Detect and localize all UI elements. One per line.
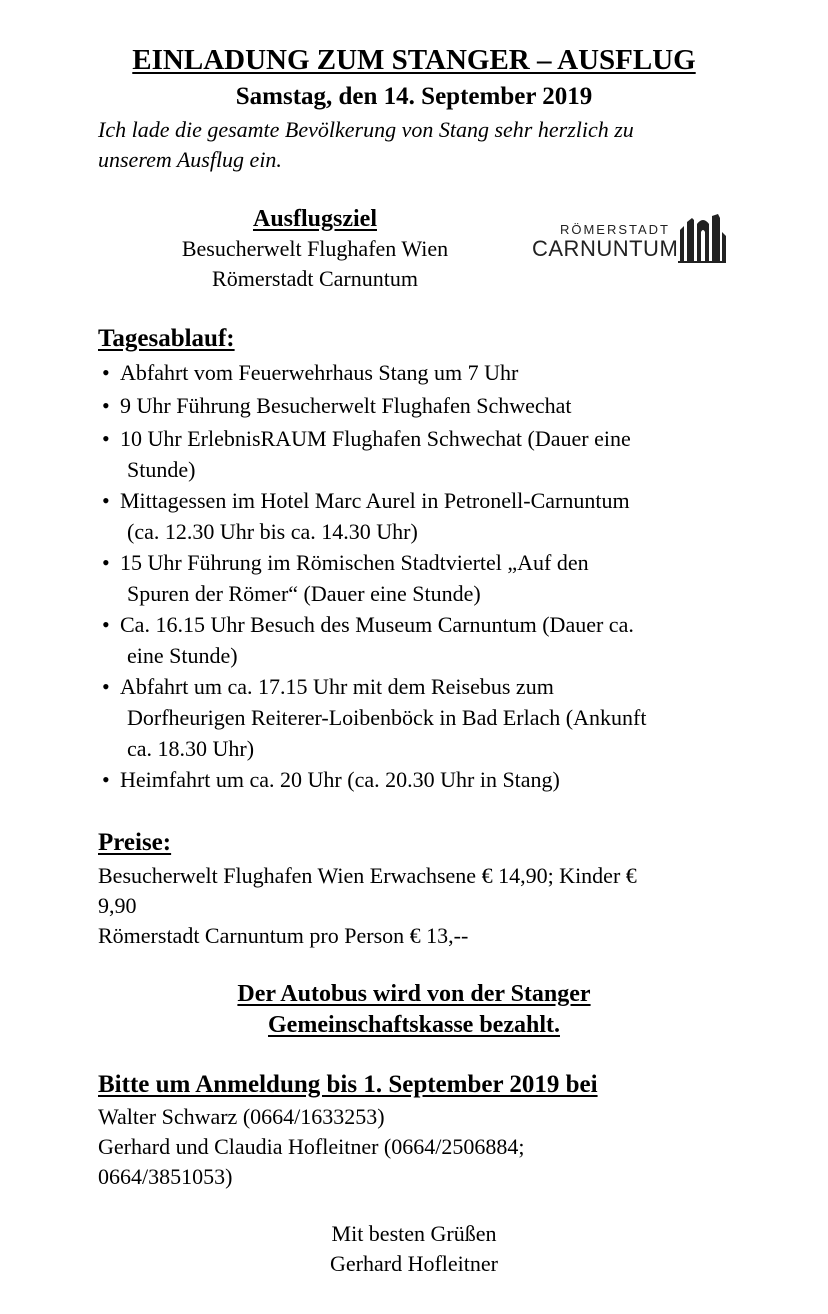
bullet: • <box>102 612 110 637</box>
contact-line: Gerhard und Claudia Hofleitner (0664/2506884; <box>98 1134 525 1159</box>
bullet: • <box>102 426 110 451</box>
schedule-item-text: Ca. 16.15 Uhr Besuch des Museum Carnuntum (Dauer ca. <box>120 612 634 637</box>
contacts-block <box>98 1102 738 1192</box>
logo-big-text: CARNUNTUM <box>532 236 679 261</box>
schedule-item <box>98 357 738 388</box>
destination-block <box>130 204 500 294</box>
bullet: • <box>102 488 110 513</box>
bus-note <box>0 979 828 1041</box>
schedule-item <box>98 671 738 764</box>
schedule-item-text: 9 Uhr Führung Besucherwelt Flughafen Schwechat <box>120 393 572 418</box>
schedule-item <box>98 547 738 609</box>
schedule-item-text: 10 Uhr ErlebnisRAUM Flughafen Schwechat (Dauer eine <box>120 426 631 451</box>
schedule-item-text: Mittagessen im Hotel Marc Aurel in Petronell-Carnuntum <box>120 488 630 513</box>
schedule-item <box>98 423 738 485</box>
page-title: EINLADUNG ZUM STANGER – AUSFLUG <box>132 44 696 76</box>
logo-small-text: RÖMERSTADT <box>559 222 670 237</box>
destination-line: Römerstadt Carnuntum <box>212 266 418 291</box>
signature: Gerhard Hofleitner <box>330 1251 498 1276</box>
schedule-item <box>98 390 738 421</box>
roman-ruin-icon <box>676 212 728 264</box>
schedule-item-continuation: Dorfheurigen Reiterer-Loibenböck in Bad Erlach (Ankunft <box>127 705 647 730</box>
closing-block <box>0 1219 828 1279</box>
schedule-item-text: Abfahrt um ca. 17.15 Uhr mit dem Reisebus zum <box>120 674 554 699</box>
price-line: Römerstadt Carnuntum pro Person € 13,-- <box>98 923 469 948</box>
intro-line: Ich lade die gesamte Bevölkerung von Stang sehr herzlich zu <box>98 117 634 142</box>
schedule-item <box>98 764 738 795</box>
prices-block <box>98 861 728 951</box>
schedule-heading: Tagesablauf: <box>98 325 235 352</box>
bullet: • <box>102 393 110 418</box>
schedule-item <box>98 485 738 547</box>
schedule-item-continuation: ca. 18.30 Uhr) <box>127 736 255 761</box>
greeting: Mit besten Grüßen <box>331 1221 497 1246</box>
event-date: Samstag, den 14. September 2019 <box>235 83 593 110</box>
schedule-item <box>98 609 738 671</box>
bus-note-line: Gemeinschaftskasse bezahlt. <box>268 1012 560 1038</box>
schedule-item-continuation: Stunde) <box>127 457 196 482</box>
carnuntum-logo <box>532 212 732 268</box>
bullet: • <box>102 360 110 385</box>
schedule-item-text: 15 Uhr Führung im Römischen Stadtviertel „Auf den <box>120 550 589 575</box>
signup-heading: Bitte um Anmeldung bis 1. September 2019 bei <box>98 1071 598 1098</box>
schedule-item-continuation: (ca. 12.30 Uhr bis ca. 14.30 Uhr) <box>127 519 418 544</box>
bullet: • <box>102 550 110 575</box>
contact-line: Walter Schwarz (0664/1633253) <box>98 1104 385 1129</box>
schedule-item-text: Abfahrt vom Feuerwehrhaus Stang um 7 Uhr <box>120 360 519 385</box>
price-line: 9,90 <box>98 893 137 918</box>
prices-heading: Preise: <box>98 829 172 856</box>
bus-note-line: Der Autobus wird von der Stanger <box>237 981 591 1007</box>
intro-text <box>98 115 738 175</box>
destination-heading: Ausflugsziel <box>252 206 377 232</box>
price-line: Besucherwelt Flughafen Wien Erwachsene € 14,90; Kinder € <box>98 863 637 888</box>
destination-line: Besucherwelt Flughafen Wien <box>181 236 449 261</box>
schedule-item-continuation: eine Stunde) <box>127 643 238 668</box>
bullet: • <box>102 767 110 792</box>
bullet: • <box>102 674 110 699</box>
schedule-item-continuation: Spuren der Römer“ (Dauer eine Stunde) <box>127 581 481 606</box>
schedule-item-text: Heimfahrt um ca. 20 Uhr (ca. 20.30 Uhr in Stang) <box>120 767 560 792</box>
intro-line: unserem Ausflug ein. <box>98 147 282 172</box>
contact-line: 0664/3851053) <box>98 1164 233 1189</box>
schedule-list <box>98 357 738 795</box>
